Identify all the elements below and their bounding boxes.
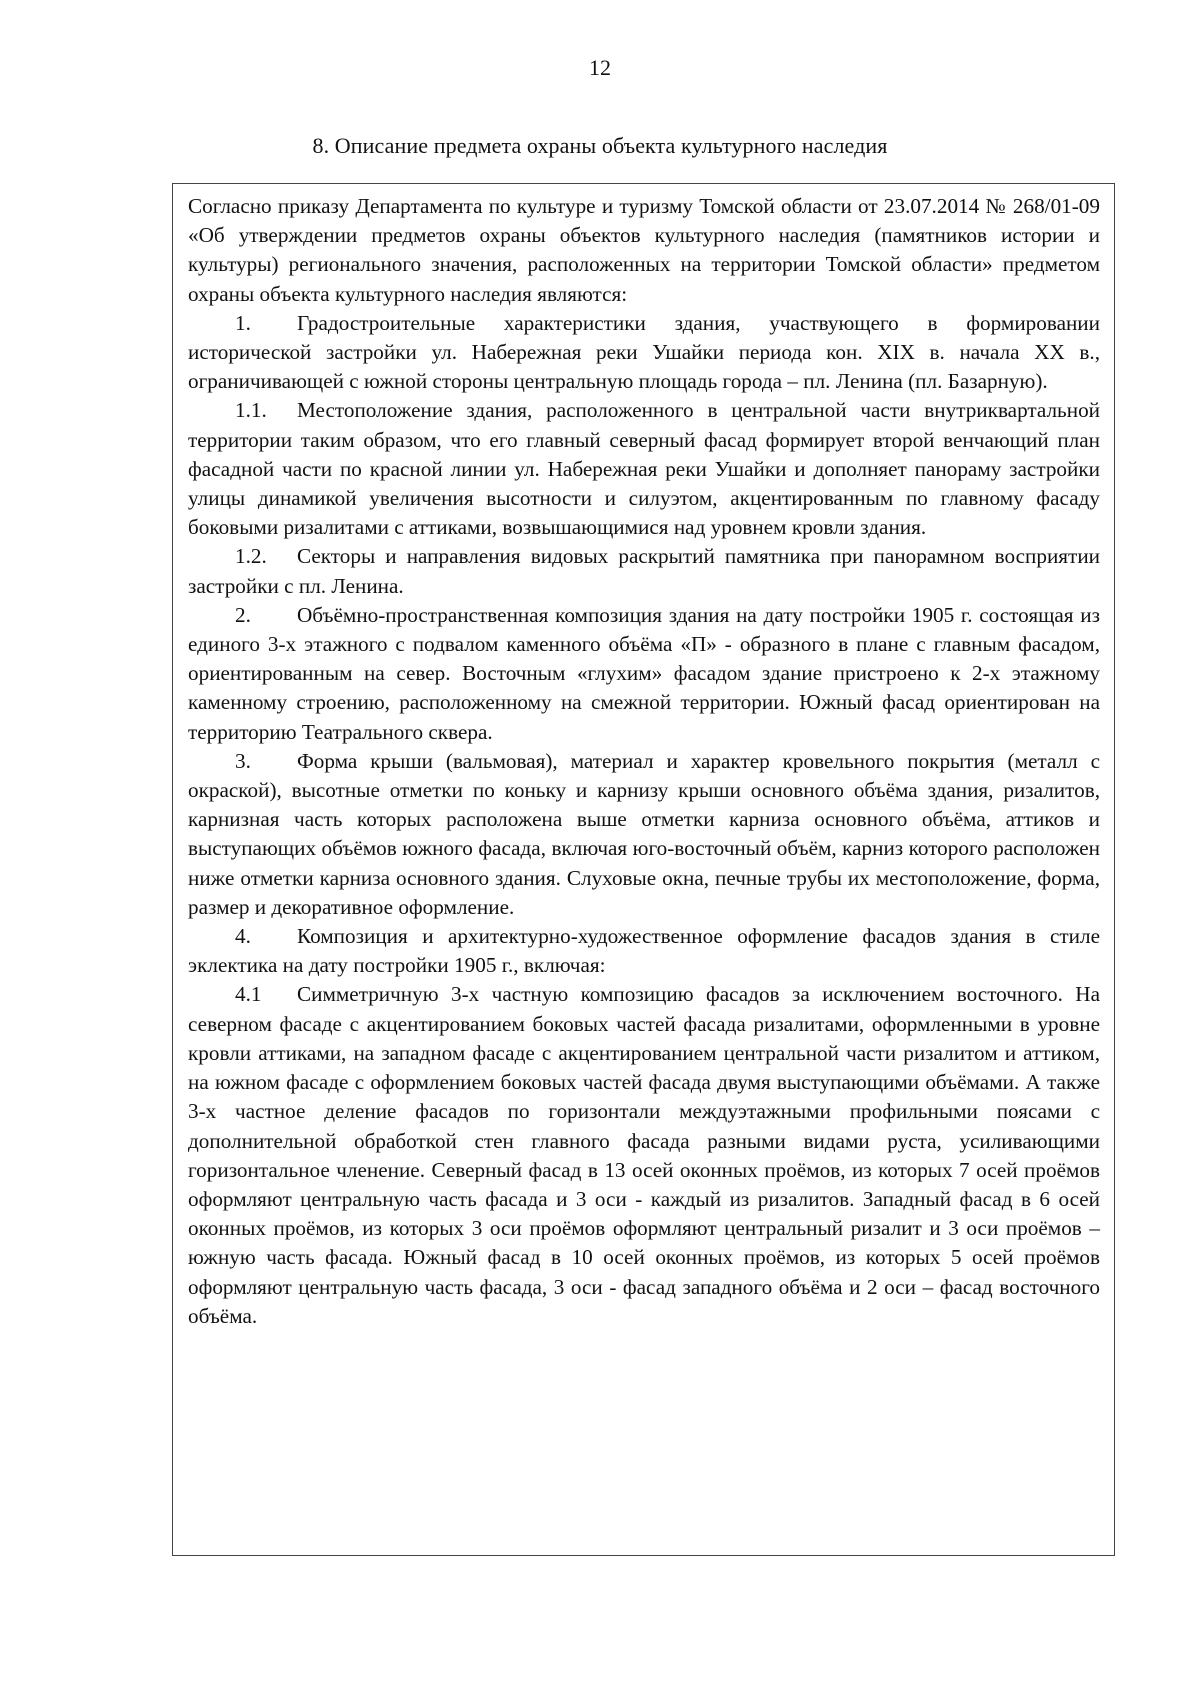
page-number: 12: [589, 55, 611, 80]
item-paragraph: [188, 601, 1100, 747]
paragraph-text: Форма крыши (вальмовая), материал и характер кровельного покрытия (металл с окраской), высотные отметки по коньку и карнизу крыши основного объёма здания, ризалитов, карнизная часть которых расположена выше отметки карниза основного объёма, аттиков и выступающих объёмов южного фасада, включая юго-восточный объём, карниз которого расположен ниже отметки карниза основного здания. Слуховые окна, печные трубы их местоположение, форма, размер и декоративное оформление.: [188, 748, 1100, 919]
item-paragraph: [188, 396, 1100, 542]
item-paragraph: [188, 980, 1100, 1330]
paragraph-text: Объёмно-пространственная композиция здания на дату постройки 1905 г. состоящая из единого 3-х этажного с подвалом каменного объёма «П» - образного в плане с главным фасадом, ориентированным на север. Восточным «глухим» фасадом здание пристроено к 2-х этажному каменному строению, расположенному на смежной территории. Южный фасад ориентирован на территорию Театрального сквера.: [188, 602, 1100, 744]
paragraph-text: Секторы и направления видовых раскрытий памятника при панорамном восприятии застройки с пл. Ленина.: [188, 544, 1100, 598]
item-number: 1.: [235, 310, 251, 335]
item-number: 1.2.: [235, 544, 267, 569]
intro-paragraph: [188, 192, 1100, 309]
paragraph-text: Местоположение здания, расположенного в центральной части внутриквартальной территории таким образом, что его главный северный фасад формирует второй венчающий план фасадной части по красной линии ул. Набережная реки Ушайки и дополняет панораму застройки улицы динамикой увеличения высотности и силуэтом, акцентированным по главному фасаду боковыми ризалитами с аттиками, возвышающимися над уровнем кровли здания.: [188, 398, 1100, 540]
paragraph-text: Композиция и архитектурно-художественное оформление фасадов здания в стиле эклектика на дату постройки 1905 г., включая:: [188, 924, 1100, 978]
paragraph-text: Градостроительные характеристики здания, участвующего в формировании исторической застройки ул. Набережная реки Ушайки периода кон. XIX в. начала XX в., ограничивающей с южной стороны центральную площадь города – пл. Ленина (пл. Базарную).: [188, 310, 1100, 394]
item-paragraph: [188, 922, 1100, 980]
paragraph-text: Симметричную 3-х частную композицию фасадов за исключением восточного. На северном фасаде с акцентированием боковых частей фасада ризалитами, оформленными в уровне кровли аттиками, на западном фасаде с акцентированием центральной части ризалитом и аттиком, на южном фасаде с оформлением боковых частей фасада двумя выступающими объёмами. А также 3-х частное деление фасадов по горизонтали междуэтажными профильными поясами с дополнительной обработкой стен главного фасада разными видами руста, усиливающими горизонтальное членение. Северный фасад в 13 осей оконных проёмов, из которых 7 осей проёмов оформляют центральную часть фасада и 3 оси - каждый из ризалитов. Западный фасад в 6 осей оконных проёмов, из которых 3 оси проёмов оформляют центральный ризалит и 3 оси проёмов – южную часть фасада. Южный фасад в 10 осей оконных проёмов, из которых 5 осей проёмов оформляют центральную часть фасада, 3 оси - фасад западного объёма и 2 оси – фасад восточного объёма.: [188, 982, 1100, 1328]
item-paragraph: [188, 309, 1100, 397]
item-number: 3.: [235, 748, 251, 773]
item-number: 1.1.: [235, 398, 267, 423]
item-paragraph: [188, 542, 1100, 600]
item-number: 2.: [235, 602, 251, 627]
item-paragraph: [188, 747, 1100, 922]
paragraph-text: Согласно приказу Департамента по культуре и туризму Томской области от 23.07.2014 № 268/01-09 «Об утверждении предметов охраны объектов культурного наследия (памятников истории и культуры) регионального значения, расположенных на территории Томской области» предметом охраны объекта культурного наследия являются:: [188, 194, 1100, 306]
item-number: 4.: [235, 924, 251, 949]
section-title: 8. Описание предмета охраны объекта культурного наследия: [312, 133, 888, 158]
item-number: 4.1: [235, 982, 262, 1007]
content-box: [172, 183, 1115, 1556]
